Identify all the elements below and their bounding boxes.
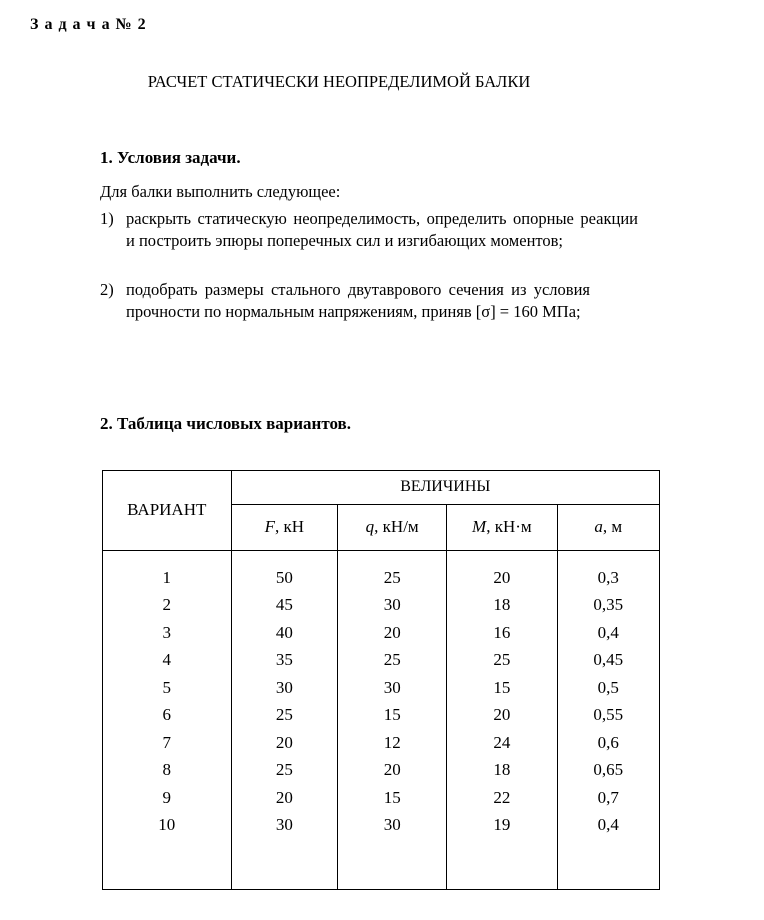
document-content bbox=[100, 72, 660, 890]
table-cell: 1 bbox=[103, 550, 232, 591]
table-cell: 50 bbox=[231, 550, 338, 591]
table-cell: 30 bbox=[338, 811, 447, 889]
table-cell: 35 bbox=[231, 646, 338, 674]
table-cell: 0,5 bbox=[557, 674, 659, 702]
table-row bbox=[103, 784, 660, 812]
table-cell: 6 bbox=[103, 701, 232, 729]
table-cell: 40 bbox=[231, 619, 338, 647]
table-cell: 4 bbox=[103, 646, 232, 674]
variants-table-header bbox=[103, 470, 660, 550]
table-cell: 18 bbox=[447, 591, 557, 619]
section-2-heading: 2. Таблица числовых вариантов. bbox=[100, 413, 351, 433]
table-row bbox=[103, 674, 660, 702]
force-unit: , кН bbox=[275, 517, 305, 536]
variant-column-header: ВАРИАНТ bbox=[103, 470, 232, 550]
column-header-load bbox=[338, 504, 447, 550]
values-group-header: ВЕЛИЧИНЫ bbox=[231, 470, 659, 504]
moment-symbol: M bbox=[472, 517, 487, 536]
load-symbol: q bbox=[365, 517, 375, 536]
table-cell: 0,4 bbox=[557, 619, 659, 647]
table-cell: 25 bbox=[338, 550, 447, 591]
force-symbol: F bbox=[264, 517, 276, 536]
table-cell: 0,45 bbox=[557, 646, 659, 674]
table-cell: 25 bbox=[231, 701, 338, 729]
item-1-marker: 1) bbox=[100, 208, 114, 228]
length-unit: , м bbox=[602, 517, 623, 536]
table-cell: 20 bbox=[231, 784, 338, 812]
table-cell: 20 bbox=[447, 701, 557, 729]
table-cell: 18 bbox=[447, 756, 557, 784]
column-header-moment bbox=[447, 504, 557, 550]
table-cell: 0,7 bbox=[557, 784, 659, 812]
condition-item-1 bbox=[100, 208, 660, 253]
table-cell: 0,55 bbox=[557, 701, 659, 729]
table-cell: 45 bbox=[231, 591, 338, 619]
table-cell: 12 bbox=[338, 729, 447, 757]
condition-item-2 bbox=[100, 279, 660, 324]
table-cell: 20 bbox=[338, 619, 447, 647]
moment-unit: , кН·м bbox=[486, 517, 532, 536]
table-cell: 20 bbox=[338, 756, 447, 784]
table-row bbox=[103, 756, 660, 784]
table-cell: 10 bbox=[103, 811, 232, 889]
load-unit: , кН/м bbox=[374, 517, 419, 536]
table-cell: 30 bbox=[231, 811, 338, 889]
table-cell: 25 bbox=[338, 646, 447, 674]
section-1-heading: 1. Условия задачи. bbox=[100, 148, 241, 167]
table-cell: 30 bbox=[338, 591, 447, 619]
table-cell: 16 bbox=[447, 619, 557, 647]
table-cell: 0,6 bbox=[557, 729, 659, 757]
table-cell: 30 bbox=[231, 674, 338, 702]
table-row bbox=[103, 646, 660, 674]
length-symbol: a bbox=[594, 517, 603, 536]
table-cell: 9 bbox=[103, 784, 232, 812]
table-cell: 0,3 bbox=[557, 550, 659, 591]
table-cell: 7 bbox=[103, 729, 232, 757]
table-cell: 24 bbox=[447, 729, 557, 757]
conditions-intro: Для балки выполнить следующее: bbox=[100, 182, 341, 201]
table-cell: 0,4 bbox=[557, 811, 659, 889]
variants-table bbox=[102, 470, 660, 890]
table-row bbox=[103, 701, 660, 729]
table-cell: 25 bbox=[231, 756, 338, 784]
table-cell: 15 bbox=[447, 674, 557, 702]
table-cell: 2 bbox=[103, 591, 232, 619]
table-cell: 19 bbox=[447, 811, 557, 889]
table-cell: 20 bbox=[231, 729, 338, 757]
table-cell: 25 bbox=[447, 646, 557, 674]
table-cell: 8 bbox=[103, 756, 232, 784]
table-cell: 20 bbox=[447, 550, 557, 591]
table-cell: 3 bbox=[103, 619, 232, 647]
document-title: РАСЧЕТ СТАТИЧЕСКИ НЕОПРЕДЕЛИМОЙ БАЛКИ bbox=[147, 72, 531, 91]
table-cell: 15 bbox=[338, 784, 447, 812]
table-cell: 30 bbox=[338, 674, 447, 702]
task-label: З а д а ч а № 2 bbox=[30, 16, 147, 33]
table-row bbox=[103, 591, 660, 619]
table-cell: 15 bbox=[338, 701, 447, 729]
item-2-marker: 2) bbox=[100, 279, 114, 299]
table-row bbox=[103, 729, 660, 757]
item-1-text: раскрыть статическую неопределимость, определить опорные реакции и построить эпюры поперечных сил и изгибающих моментов; bbox=[126, 208, 638, 250]
table-row bbox=[103, 550, 660, 591]
item-2-text: подобрать размеры стального двутаврового сечения из условия прочности по нормальным напряжениям, приняв [σ] = 160 МПа; bbox=[126, 279, 590, 321]
table-cell: 0,35 bbox=[557, 591, 659, 619]
column-header-length bbox=[557, 504, 659, 550]
variants-table-body bbox=[103, 550, 660, 889]
table-row bbox=[103, 619, 660, 647]
table-cell: 0,65 bbox=[557, 756, 659, 784]
table-row bbox=[103, 811, 660, 889]
column-header-force bbox=[231, 504, 338, 550]
table-cell: 22 bbox=[447, 784, 557, 812]
table-cell: 5 bbox=[103, 674, 232, 702]
